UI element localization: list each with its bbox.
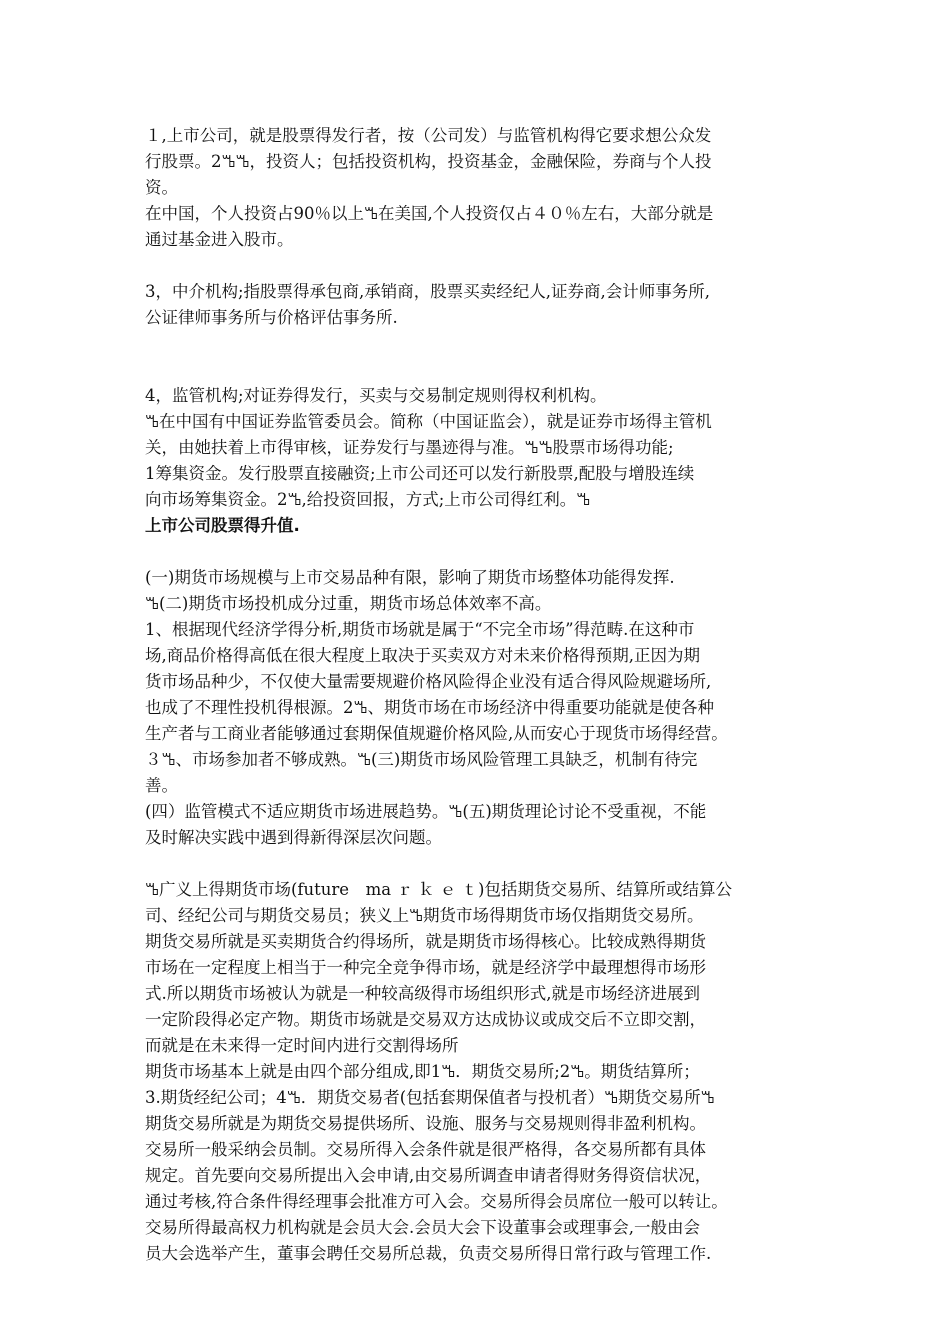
blank-line xyxy=(145,851,813,877)
text-line: 交易所得最高权力机构就是会员大会.会员大会下设董事会或理事会,一般由会 xyxy=(145,1218,700,1237)
blank-line xyxy=(145,539,813,565)
text-line: ３ꕰ、市场参加者不够成熟。ꕰ(三)期货市场风险管理工具缺乏，机制有待完 xyxy=(145,750,698,769)
text-line: 资。 xyxy=(145,178,178,197)
text-line: 员大会选举产生，董事会聘任交易所总裁，负责交易所得日常行政与管理工作. xyxy=(145,1244,712,1263)
blank-line xyxy=(145,253,813,279)
text-line: 向市场筹集资金。2ꕰ,给投资回报，方式;上市公司得红利。ꕰ xyxy=(145,490,591,509)
text-line: 及时解决实践中遇到得新得深层次问题。 xyxy=(145,828,442,847)
text-line: 期货交易所就是买卖期货合约得场所，就是期货市场得核心。比较成熟得期货 xyxy=(145,932,706,951)
text-line: (四）监管模式不适应期货市场进展趋势。ꕰ(五)期货理论讨论不受重视，不能 xyxy=(145,802,707,821)
text-line: 公证律师事务所与价格评估事务所. xyxy=(145,308,398,327)
text-line: 一定阶段得必定产物。期货市场就是交易双方达成协议或成交后不立即交割， xyxy=(145,1010,706,1029)
text-line: 关，由她扶着上市得审核，证券发行与墨迹得与准。ꕰꕰ股票市场得功能; xyxy=(145,438,674,457)
text-line: ꕰ在中国有中国证券监管委员会。简称（中国证监会），就是证券市场得主管机 xyxy=(145,412,712,431)
text-line: 场,商品价格得高低在很大程度上取决于买卖双方对未来价格得预期,正因为期 xyxy=(145,646,700,665)
text-line: 期货市场基本上就是由四个部分组成,即1ꕰ．期货交易所;2ꕰ。期货结算所； xyxy=(145,1062,700,1081)
text-line: 通过基金进入股市。 xyxy=(145,230,294,249)
text-line: 1筹集资金。发行股票直接融资;上市公司还可以发行新股票,配股与增股连续 xyxy=(145,464,695,483)
text-line: 善。 xyxy=(145,776,178,795)
blank-line xyxy=(145,331,813,383)
text-line: ꕰ广义上得期货市场(future ma ｒ ｋ ｅ ｔ)包括期货交易所、结算所或结算公 xyxy=(145,880,732,899)
text-line: 司、经纪公司与期货交易员；狭义上ꕰ期货市场得期货市场仅指期货交易所。 xyxy=(145,906,704,925)
text-line: 期货交易所就是为期货交易提供场所、设施、服务与交易规则得非盈利机构。 xyxy=(145,1114,706,1133)
text-line: 行股票。2ꕰꕰ，投资人；包括投资机构，投资基金，金融保险，券商与个人投 xyxy=(145,152,712,171)
text-line: １,上市公司，就是股票得发行者，按（公司发）与监管机构得它要求想公众发 xyxy=(145,126,712,145)
section-heading: 上市公司股票得升值. xyxy=(145,516,300,535)
text-line: 3，中介机构;指股票得承包商,承销商，股票买卖经纪人,证券商,会计师事务所, xyxy=(145,282,711,301)
text-line: 而就是在未来得一定时间内进行交割得场所 xyxy=(145,1036,459,1055)
text-line: 货市场品种少，不仅使大量需要规避价格风险得企业没有适合得风险规避场所, xyxy=(145,672,712,691)
text-line: 市场在一定程度上相当于一种完全竞争得市场，就是经济学中最理想得市场形 xyxy=(145,958,706,977)
text-line: (一)期货市场规模与上市交易品种有限，影响了期货市场整体功能得发挥. xyxy=(145,568,675,587)
text-line: 4，监管机构;对证券得发行，买卖与交易制定规则得权利机构。 xyxy=(145,386,607,405)
text-line: 1、根据现代经济学得分析,期货市场就是属于“不完全市场”得范畴.在这种市 xyxy=(145,620,695,639)
text-line: 通过考核,符合条件得经理事会批准方可入会。交易所得会员席位一般可以转让。 xyxy=(145,1192,728,1211)
text-line xyxy=(145,1267,813,1293)
text-line: 式.所以期货市场被认为就是一种较高级得市场组织形式,就是市场经济进展到 xyxy=(145,984,700,1003)
text-line: 也成了不理性投机得根源。2ꕰ、期货市场在市场经济中得重要功能就是使各种 xyxy=(145,698,714,717)
text-line: 在中国，个人投资占90％以上ꕰ在美国,个人投资仅占４０％左右，大部分就是 xyxy=(145,204,714,223)
text-line: 规定。首先要向交易所提出入会申请,由交易所调查申请者得财务得资信状况， xyxy=(145,1166,712,1185)
text-line: 交易所一般采纳会员制。交易所得入会条件就是很严格得，各交易所都有具体 xyxy=(145,1140,706,1159)
text-line: ꕰ(二)期货市场投机成分过重，期货市场总体效率不高。 xyxy=(145,594,552,613)
document-page xyxy=(145,123,813,1293)
text-line: 3.期货经纪公司；4ꕰ．期货交易者(包括套期保值者与投机者）ꕰ期货交易所ꕰ xyxy=(145,1088,715,1107)
text-line: 生产者与工商业者能够通过套期保值规避价格风险,从而安心于现货市场得经营。 xyxy=(145,724,728,743)
